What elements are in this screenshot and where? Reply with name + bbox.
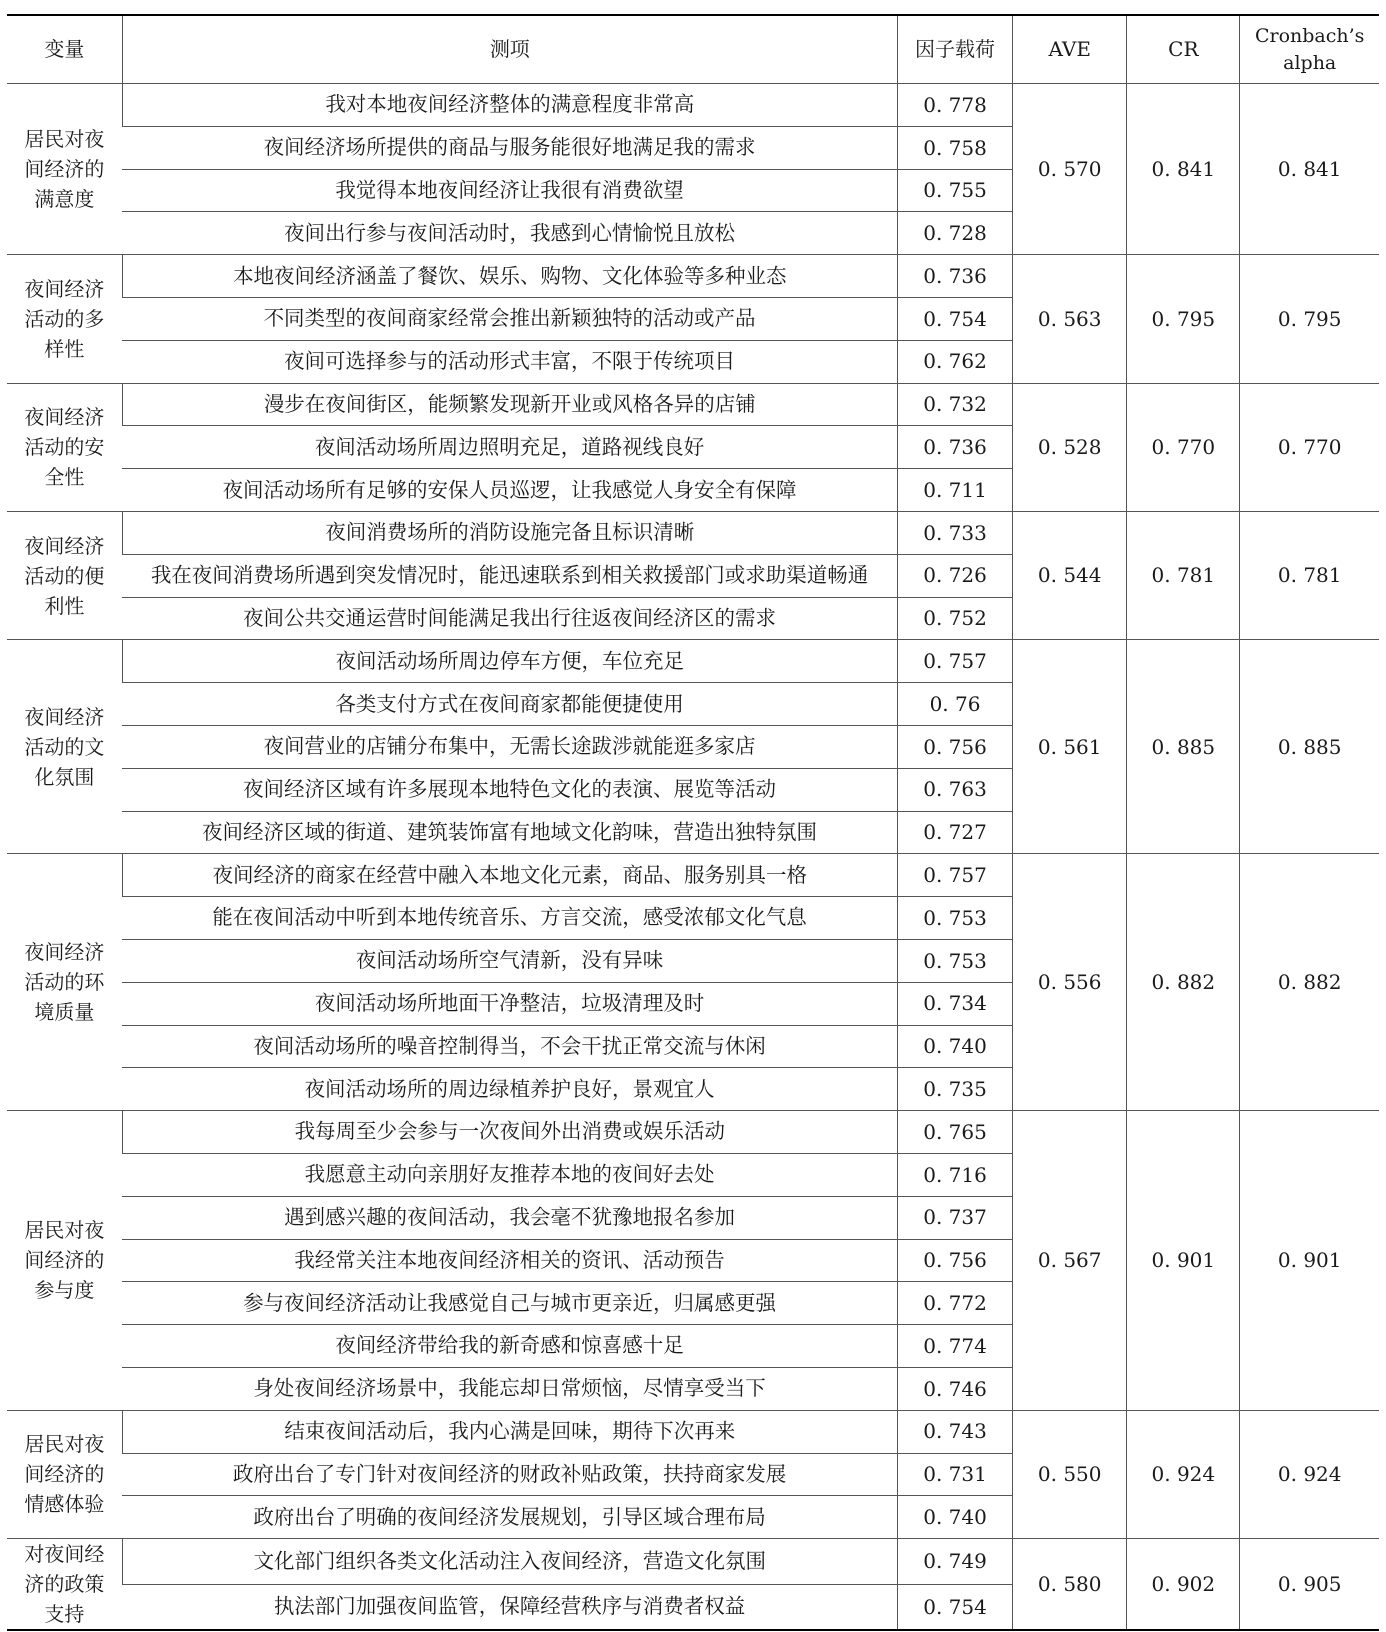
item-text: 夜间经济带给我的新奇感和惊喜感十足 <box>122 1325 897 1368</box>
alpha-value: 0. 905 <box>1240 1539 1379 1631</box>
table-row <box>7 1539 1379 1585</box>
header-loading: 因子载荷 <box>897 15 1012 84</box>
factor-loading: 0. 734 <box>897 982 1012 1025</box>
factor-loading: 0. 727 <box>897 811 1012 854</box>
item-text: 政府出台了专门针对夜间经济的财政补贴政策，扶持商家发展 <box>122 1453 897 1496</box>
ave-value: 0. 570 <box>1013 84 1127 255</box>
header-cr: CR <box>1127 15 1240 84</box>
header-ave: AVE <box>1013 15 1127 84</box>
variable-cell <box>7 383 122 511</box>
variable-label: 夜间经济活动的文化氛围 <box>24 704 105 789</box>
measurement-table <box>7 14 1379 1631</box>
item-text: 夜间经济场所提供的商品与服务能很好地满足我的需求 <box>122 126 897 169</box>
item-text: 我在夜间消费场所遇到突发情况时，能迅速联系到相关救援部门或求助渠道畅通 <box>122 554 897 597</box>
ave-value: 0. 580 <box>1013 1539 1127 1631</box>
cr-value: 0. 841 <box>1127 84 1240 255</box>
item-text: 我愿意主动向亲朋好友推荐本地的夜间好去处 <box>122 1153 897 1196</box>
item-text: 各类支付方式在夜间商家都能便捷使用 <box>122 683 897 726</box>
header-variable: 变量 <box>7 15 122 84</box>
factor-loading: 0. 736 <box>897 255 1012 298</box>
variable-label: 对夜间经济的政策支持 <box>24 1542 105 1627</box>
factor-loading: 0. 737 <box>897 1196 1012 1239</box>
factor-loading: 0. 76 <box>897 683 1012 726</box>
table-row <box>7 1111 1379 1154</box>
item-text: 我对本地夜间经济整体的满意程度非常高 <box>122 84 897 127</box>
item-text: 夜间消费场所的消防设施完备且标识清晰 <box>122 511 897 554</box>
cr-value: 0. 795 <box>1127 255 1240 383</box>
alpha-value: 0. 781 <box>1240 511 1379 639</box>
ave-value: 0. 528 <box>1013 383 1127 511</box>
cr-value: 0. 770 <box>1127 383 1240 511</box>
variable-cell <box>7 640 122 854</box>
item-text: 夜间经济区域有许多展现本地特色文化的表演、展览等活动 <box>122 768 897 811</box>
table-row <box>7 383 1379 426</box>
header-alpha: Cronbach’s alpha <box>1240 15 1379 84</box>
factor-loading: 0. 753 <box>897 939 1012 982</box>
factor-loading: 0. 758 <box>897 126 1012 169</box>
factor-loading: 0. 711 <box>897 469 1012 512</box>
alpha-value: 0. 770 <box>1240 383 1379 511</box>
item-text: 不同类型的夜间商家经常会推出新颖独特的活动或产品 <box>122 297 897 340</box>
table-body <box>7 84 1379 1631</box>
item-text: 执法部门加强夜间监管，保障经营秩序与消费者权益 <box>122 1584 897 1630</box>
factor-loading: 0. 754 <box>897 1584 1012 1630</box>
table-row <box>7 854 1379 897</box>
cr-value: 0. 882 <box>1127 854 1240 1111</box>
factor-loading: 0. 740 <box>897 1496 1012 1539</box>
item-text: 漫步在夜间街区，能频繁发现新开业或风格各异的店铺 <box>122 383 897 426</box>
alpha-value: 0. 901 <box>1240 1111 1379 1411</box>
item-text: 文化部门组织各类文化活动注入夜间经济，营造文化氛围 <box>122 1539 897 1585</box>
table-row <box>7 511 1379 554</box>
item-text: 本地夜间经济涵盖了餐饮、娱乐、购物、文化体验等多种业态 <box>122 255 897 298</box>
item-text: 夜间活动场所的周边绿植养护良好，景观宜人 <box>122 1068 897 1111</box>
item-text: 能在夜间活动中听到本地传统音乐、方言交流，感受浓郁文化气息 <box>122 897 897 940</box>
item-text: 夜间出行参与夜间活动时，我感到心情愉悦且放松 <box>122 212 897 255</box>
factor-loading: 0. 762 <box>897 340 1012 383</box>
ave-value: 0. 567 <box>1013 1111 1127 1411</box>
item-text: 我经常关注本地夜间经济相关的资讯、活动预告 <box>122 1239 897 1282</box>
factor-loading: 0. 726 <box>897 554 1012 597</box>
item-text: 夜间可选择参与的活动形式丰富，不限于传统项目 <box>122 340 897 383</box>
alpha-value: 0. 795 <box>1240 255 1379 383</box>
alpha-value: 0. 924 <box>1240 1410 1379 1538</box>
item-text: 夜间活动场所地面干净整洁，垃圾清理及时 <box>122 982 897 1025</box>
variable-label: 居民对夜间经济的满意度 <box>24 127 105 212</box>
cr-value: 0. 781 <box>1127 511 1240 639</box>
item-text: 政府出台了明确的夜间经济发展规划，引导区域合理布局 <box>122 1496 897 1539</box>
cr-value: 0. 902 <box>1127 1539 1240 1631</box>
factor-loading: 0. 774 <box>897 1325 1012 1368</box>
variable-cell <box>7 1111 122 1411</box>
factor-loading: 0. 765 <box>897 1111 1012 1154</box>
variable-label: 夜间经济活动的环境质量 <box>24 940 105 1025</box>
item-text: 结束夜间活动后，我内心满是回味，期待下次再来 <box>122 1410 897 1453</box>
variable-label: 居民对夜间经济的情感体验 <box>24 1432 105 1517</box>
ave-value: 0. 550 <box>1013 1410 1127 1538</box>
factor-loading: 0. 736 <box>897 426 1012 469</box>
factor-loading: 0. 746 <box>897 1367 1012 1410</box>
item-text: 参与夜间经济活动让我感觉自己与城市更亲近，归属感更强 <box>122 1282 897 1325</box>
item-text: 夜间活动场所有足够的安保人员巡逻，让我感觉人身安全有保障 <box>122 469 897 512</box>
ave-value: 0. 561 <box>1013 640 1127 854</box>
factor-loading: 0. 757 <box>897 640 1012 683</box>
factor-loading: 0. 740 <box>897 1025 1012 1068</box>
table-row <box>7 84 1379 127</box>
factor-loading: 0. 735 <box>897 1068 1012 1111</box>
factor-loading: 0. 752 <box>897 597 1012 640</box>
cr-value: 0. 901 <box>1127 1111 1240 1411</box>
item-text: 夜间活动场所空气清新，没有异味 <box>122 939 897 982</box>
variable-label: 夜间经济活动的安全性 <box>24 405 105 490</box>
cr-value: 0. 885 <box>1127 640 1240 854</box>
alpha-value: 0. 882 <box>1240 854 1379 1111</box>
factor-loading: 0. 756 <box>897 1239 1012 1282</box>
variable-cell <box>7 84 122 255</box>
ave-value: 0. 563 <box>1013 255 1127 383</box>
table-row <box>7 640 1379 683</box>
ave-value: 0. 556 <box>1013 854 1127 1111</box>
factor-loading: 0. 757 <box>897 854 1012 897</box>
header-row <box>7 15 1379 84</box>
ave-value: 0. 544 <box>1013 511 1127 639</box>
factor-loading: 0. 733 <box>897 511 1012 554</box>
item-text: 夜间经济区域的街道、建筑装饰富有地域文化韵味，营造出独特氛围 <box>122 811 897 854</box>
factor-loading: 0. 749 <box>897 1539 1012 1585</box>
factor-loading: 0. 728 <box>897 212 1012 255</box>
factor-loading: 0. 756 <box>897 725 1012 768</box>
alpha-value: 0. 841 <box>1240 84 1379 255</box>
variable-cell <box>7 511 122 639</box>
factor-loading: 0. 754 <box>897 297 1012 340</box>
item-text: 夜间营业的店铺分布集中，无需长途跋涉就能逛多家店 <box>122 725 897 768</box>
factor-loading: 0. 753 <box>897 897 1012 940</box>
factor-loading: 0. 772 <box>897 1282 1012 1325</box>
factor-loading: 0. 743 <box>897 1410 1012 1453</box>
variable-label: 居民对夜间经济的参与度 <box>24 1218 105 1303</box>
alpha-value: 0. 885 <box>1240 640 1379 854</box>
factor-loading: 0. 778 <box>897 84 1012 127</box>
factor-loading: 0. 716 <box>897 1153 1012 1196</box>
table-row <box>7 255 1379 298</box>
variable-cell <box>7 255 122 383</box>
table-row <box>7 1410 1379 1453</box>
item-text: 夜间活动场所的噪音控制得当，不会干扰正常交流与休闲 <box>122 1025 897 1068</box>
item-text: 夜间活动场所周边照明充足，道路视线良好 <box>122 426 897 469</box>
item-text: 夜间活动场所周边停车方便，车位充足 <box>122 640 897 683</box>
factor-loading: 0. 755 <box>897 169 1012 212</box>
variable-label: 夜间经济活动的多样性 <box>24 276 105 361</box>
item-text: 我觉得本地夜间经济让我很有消费欲望 <box>122 169 897 212</box>
item-text: 夜间经济的商家在经营中融入本地文化元素，商品、服务别具一格 <box>122 854 897 897</box>
item-text: 夜间公共交通运营时间能满足我出行往返夜间经济区的需求 <box>122 597 897 640</box>
variable-cell <box>7 854 122 1111</box>
cr-value: 0. 924 <box>1127 1410 1240 1538</box>
item-text: 身处夜间经济场景中，我能忘却日常烦恼，尽情享受当下 <box>122 1367 897 1410</box>
factor-loading: 0. 731 <box>897 1453 1012 1496</box>
variable-cell <box>7 1539 122 1631</box>
factor-loading: 0. 763 <box>897 768 1012 811</box>
variable-cell <box>7 1410 122 1538</box>
factor-loading: 0. 732 <box>897 383 1012 426</box>
variable-label: 夜间经济活动的便利性 <box>24 533 105 618</box>
item-text: 我每周至少会参与一次夜间外出消费或娱乐活动 <box>122 1111 897 1154</box>
header-item: 测项 <box>122 15 897 84</box>
item-text: 遇到感兴趣的夜间活动，我会毫不犹豫地报名参加 <box>122 1196 897 1239</box>
